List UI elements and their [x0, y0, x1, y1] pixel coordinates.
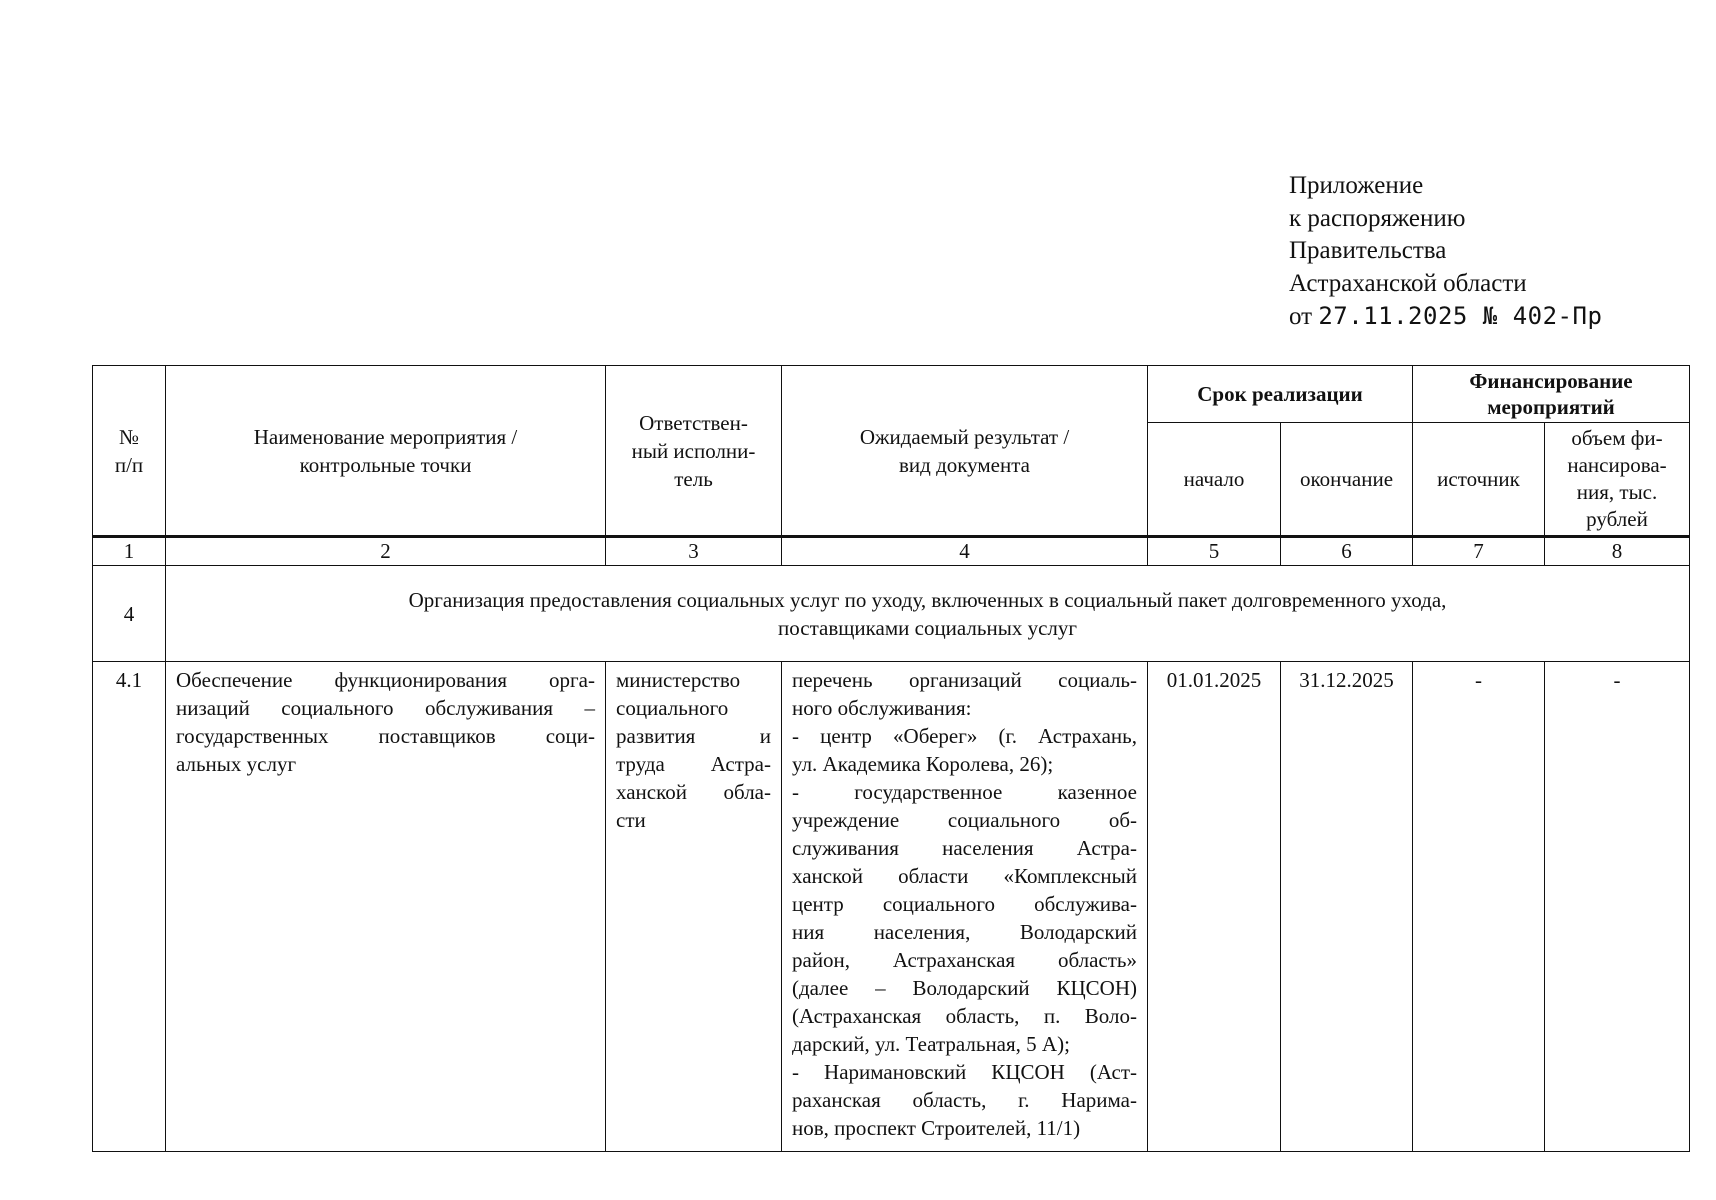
text-line: ного обслуживания: — [792, 696, 972, 720]
row-number: 4.1 — [93, 662, 166, 1152]
appendix-line: Приложение — [1289, 172, 1424, 199]
text-line: ния населения, Володарский — [792, 920, 1137, 944]
appendix-line: к распоряжению — [1289, 204, 1466, 232]
header-start: начало — [1148, 423, 1281, 537]
text-line: район, Астраханская область» — [792, 948, 1137, 972]
row-expected-result — [782, 662, 1148, 1152]
text-line: низаций социального обслуживания – — [176, 696, 595, 720]
text-line: перечень организаций социаль- — [792, 668, 1137, 692]
text-line: - государственное казенное — [792, 780, 1137, 804]
text-line: государственных поставщиков соци- — [176, 724, 595, 748]
column-number: 2 — [166, 537, 606, 566]
column-number: 1 — [93, 537, 166, 566]
header-event-name: Наименование мероприятия / контрольные точки — [166, 366, 606, 537]
row-event-name — [166, 662, 606, 1152]
text-line: раханская область, г. Нарима- — [792, 1088, 1137, 1112]
text-line: дарский, ул. Театральная, 5 А); — [792, 1032, 1070, 1056]
text-line: развития и — [616, 724, 771, 748]
text-line: труда Астра- — [616, 752, 771, 776]
appendix-header — [1289, 170, 1602, 334]
appendix-line: Астраханской области — [1289, 269, 1527, 297]
table-row — [93, 662, 1690, 1152]
text-line: министерство — [616, 668, 741, 692]
text-line: (Астраханская область, п. Воло- — [792, 1004, 1137, 1028]
row-end-date: 31.12.2025 — [1281, 662, 1413, 1152]
column-number: 7 — [1413, 537, 1545, 566]
column-number: 6 — [1281, 537, 1413, 566]
header-end: окончание — [1281, 423, 1413, 537]
section-title: Организация предоставления социальных услуг по уходу, включенных в социальный пакет долговременного ухода, поставщиками социальных услуг — [166, 566, 1690, 662]
row-start-date: 01.01.2025 — [1148, 662, 1281, 1152]
header-expected-result: Ожидаемый результат / вид документа — [782, 366, 1148, 537]
action-plan-table — [92, 365, 1690, 1152]
appendix-line: Правительства — [1289, 237, 1447, 264]
header-finance-volume: объем фи- нансирова- ния, тыс. рублей — [1545, 423, 1690, 537]
appendix-date-line — [1289, 300, 1602, 334]
column-number: 3 — [606, 537, 782, 566]
text-line: Обеспечение функционирования орга- — [176, 668, 595, 692]
text-line: ул. Академика Королева, 26); — [792, 752, 1054, 776]
text-line: социального — [616, 696, 729, 720]
text-line: - центр «Оберег» (г. Астрахань, — [792, 724, 1137, 748]
document-date-number: 27.11.2025 № 402-Пр — [1318, 302, 1603, 330]
text-line: служивания населения Астра- — [792, 836, 1137, 860]
text-line: нов, проспект Строителей, 11/1) — [792, 1116, 1081, 1140]
column-number: 4 — [782, 537, 1148, 566]
text-line: (далее – Володарский КЦСОН) — [792, 976, 1137, 1000]
row-finance-volume: - — [1545, 662, 1690, 1152]
section-number: 4 — [93, 566, 166, 662]
header-executor: Ответствен- ный исполни- тель — [606, 366, 782, 537]
header-source: источник — [1413, 423, 1545, 537]
row-finance-source: - — [1413, 662, 1545, 1152]
text-line: альных услуг — [176, 752, 297, 776]
header-term-group: Срок реализации — [1148, 366, 1413, 423]
text-line: центр социального обслужива- — [792, 892, 1137, 916]
row-executor — [606, 662, 782, 1152]
column-number: 5 — [1148, 537, 1281, 566]
text-line: - Наримановский КЦСОН (Аст- — [792, 1060, 1137, 1084]
header-number: № п/п — [93, 366, 166, 537]
text-line: учреждение социального об- — [792, 808, 1137, 832]
column-number: 8 — [1545, 537, 1690, 566]
header-finance-group: Финансирование мероприятий — [1413, 366, 1690, 423]
date-prefix: от — [1289, 303, 1313, 330]
text-line: ханской обла- — [616, 780, 771, 804]
text-line: ханской области «Комплексный — [792, 864, 1137, 888]
section-row — [93, 566, 1690, 662]
column-numbers-row — [93, 537, 1690, 566]
text-line: сти — [616, 808, 646, 832]
